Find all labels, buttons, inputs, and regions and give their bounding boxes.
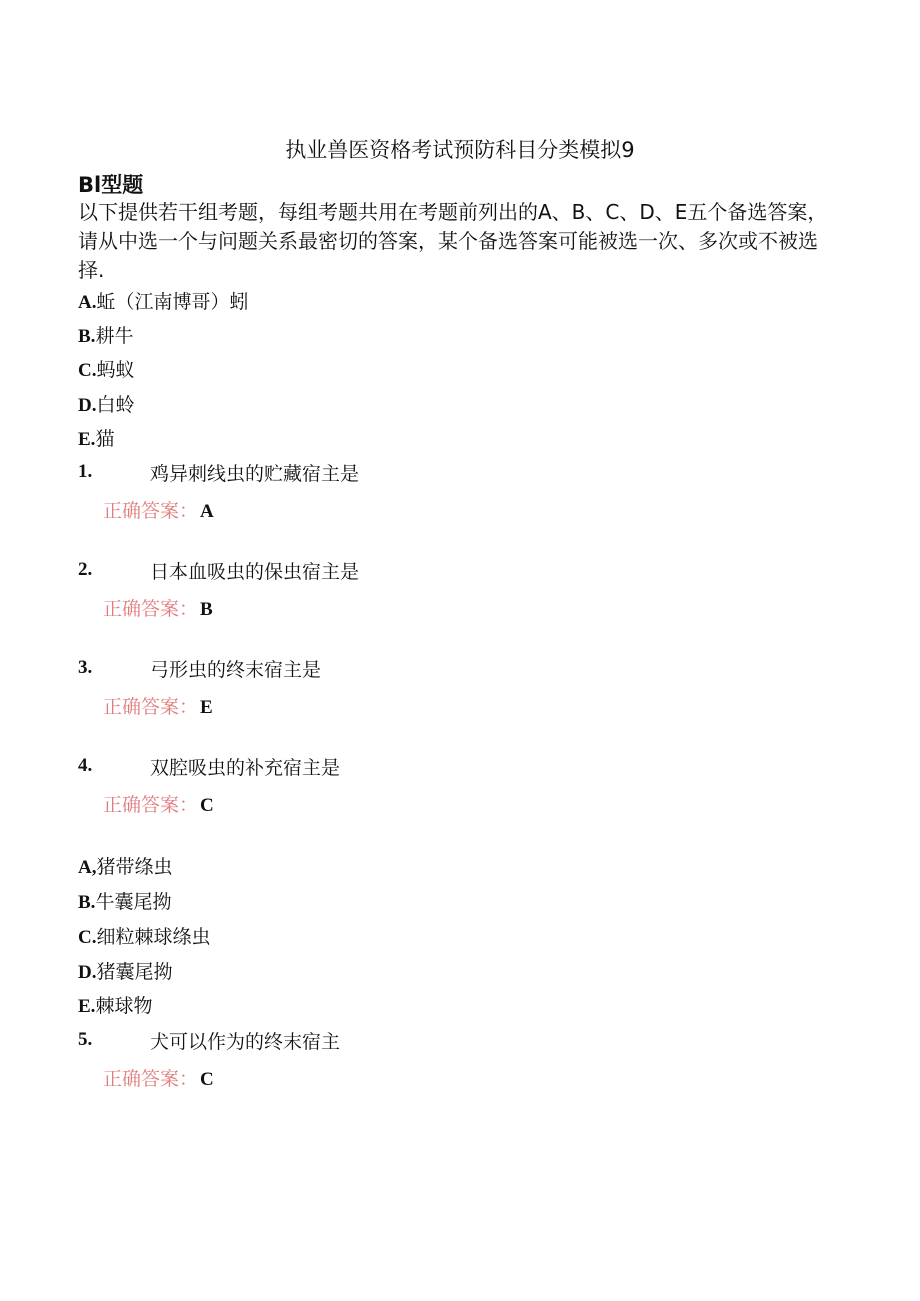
question-number: 3. [78,657,93,678]
question-text: 日本血吸虫的保虫宿主是 [150,561,360,583]
option-item [78,390,135,417]
question-number: 1. [78,461,93,482]
option-letter: E. [78,429,96,450]
option-item [78,852,173,879]
option-letter: A. [78,292,97,313]
option-letter: C. [78,360,97,381]
question-number: 5. [78,1029,93,1050]
option-text: 耕牛 [95,325,134,347]
answer-line [103,1064,214,1091]
answer-label: 正确答案： [103,696,199,718]
option-text: 白蛉 [96,394,135,416]
option-text: 蚯（江南博哥）蚓 [96,291,249,313]
answer-label: 正确答案： [103,1068,199,1090]
answer-label: 正确答案： [103,598,199,620]
answer-label: 正确答案： [103,500,199,522]
option-item [78,957,173,984]
answer-value: C [200,1069,214,1090]
option-item [78,355,135,382]
question-text: 弓形虫的终末宿主是 [150,659,322,681]
option-letter: B. [78,892,96,913]
option-letter: A, [78,857,97,878]
answer-value: B [200,599,213,620]
answer-label: 正确答案： [103,794,199,816]
option-item [78,922,211,949]
option-letter: B. [78,326,96,347]
option-item [78,424,114,451]
option-text: 猪带绦虫 [96,856,173,878]
option-text: 猫 [95,428,115,450]
answer-line [103,594,213,621]
option-item [78,287,249,314]
question-number: 4. [78,755,93,776]
option-text: 蚂蚁 [96,359,135,381]
question-text: 双腔吸虫的补充宿主是 [150,757,341,779]
answer-line [103,496,214,523]
option-text: 细粒棘球绦虫 [96,926,211,948]
instructions-paragraph: 以下提供若干组考题，每组考题共用在考题前列出的A、B、C、D、E五个备选答案，请从中选一个与问题关系最密切的答案，某个备选答案可能被选一次、多次或不被选择. [78,200,828,282]
option-text: 牛囊尾拗 [95,891,172,913]
answer-value: E [200,697,213,718]
question-text: 鸡异刺线虫的贮藏宿主是 [150,463,360,485]
page-title: 执业兽医资格考试预防科目分类模拟9 [285,138,635,162]
answer-value: A [200,501,214,522]
question-text: 犬可以作为的终末宿主 [150,1031,341,1053]
option-letter: D. [78,962,97,983]
option-item [78,321,133,348]
option-text: 猪囊尾拗 [96,961,173,983]
question-number: 2. [78,559,93,580]
option-item [78,991,152,1018]
option-letter: D. [78,395,97,416]
option-text: 棘球物 [95,995,153,1017]
section-heading: Bl型题 [78,173,144,197]
answer-value: C [200,795,214,816]
option-item [78,887,171,914]
answer-line [103,790,214,817]
answer-line [103,692,213,719]
option-letter: E. [78,996,96,1017]
option-letter: C. [78,927,97,948]
